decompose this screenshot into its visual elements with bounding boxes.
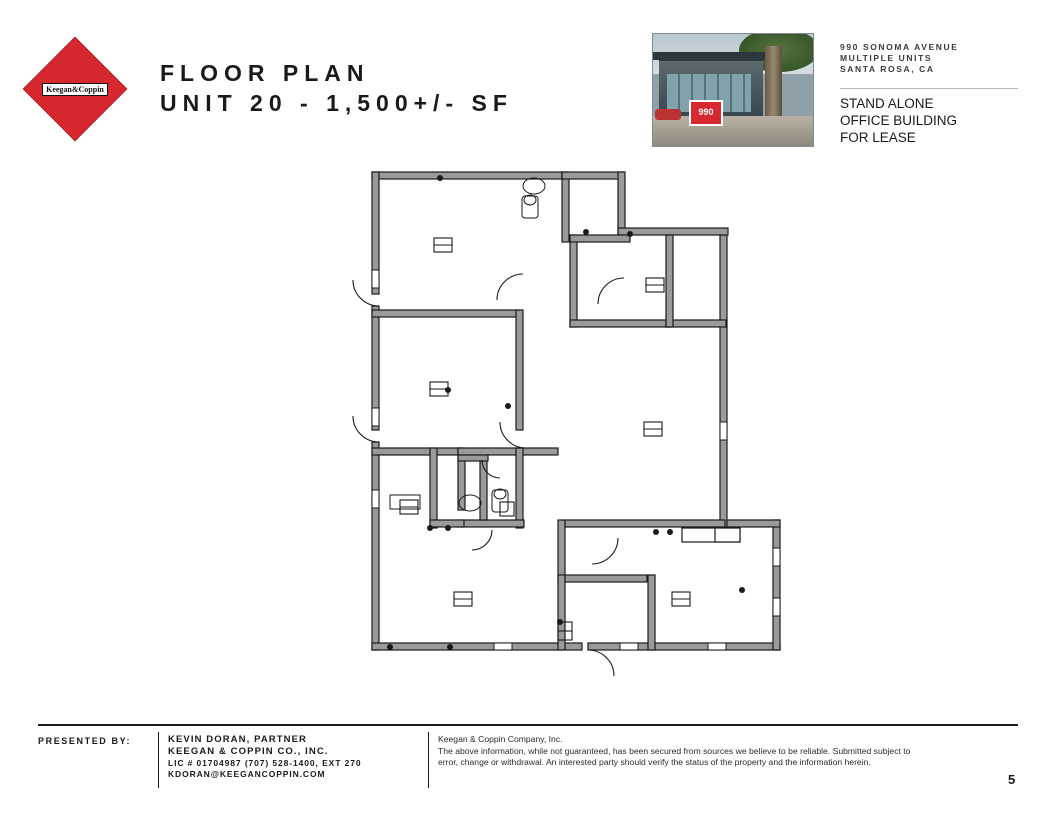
address-line-2: MULTIPLE UNITS bbox=[840, 53, 933, 63]
floor-plan-svg bbox=[330, 160, 800, 700]
disclaimer-line-1: Keegan & Coppin Company, Inc. bbox=[438, 734, 563, 744]
subtitle-line-1: STAND ALONE bbox=[840, 96, 934, 111]
logo-inner bbox=[39, 53, 111, 125]
page-title-line1: FLOOR PLAN bbox=[160, 60, 370, 86]
address-line-3: SANTA ROSA, CA bbox=[840, 64, 935, 74]
agent-info bbox=[168, 734, 428, 780]
footer-divider bbox=[38, 724, 1018, 726]
agent-email[interactable]: KDORAN@KEEGANCOPPIN.COM bbox=[168, 769, 326, 779]
page-title bbox=[160, 58, 513, 118]
disclaimer bbox=[438, 734, 998, 769]
disclaimer-line-3: error, change or withdrawal. An interested party should verify the status of the property and the information herein. bbox=[438, 757, 871, 767]
disclaimer-line-2: The above information, while not guaranteed, has been secured from sources we believe to be reliable. Submitted subject to bbox=[438, 745, 911, 756]
keegan-coppin-logo bbox=[23, 37, 128, 142]
photo-tree-trunk bbox=[765, 46, 782, 124]
sink-icon bbox=[523, 178, 545, 194]
page-title-line2: UNIT 20 - 1,500+/- SF bbox=[160, 90, 513, 116]
address-line-1: 990 SONOMA AVENUE bbox=[840, 42, 959, 52]
floor-plan-door-swings bbox=[353, 274, 624, 676]
logo-text: Keegan&Coppin bbox=[42, 83, 108, 96]
photo-address-sign: 990 bbox=[689, 100, 723, 126]
header-divider bbox=[840, 88, 1018, 89]
agent-company: KEEGAN & COPPIN CO., INC. bbox=[168, 746, 329, 757]
photo-ground bbox=[653, 116, 813, 146]
presented-by-label: PRESENTED BY: bbox=[38, 736, 132, 746]
agent-name: KEVIN DORAN, PARTNER bbox=[168, 734, 307, 745]
floor-plan-drawing bbox=[330, 160, 800, 700]
page-footer bbox=[38, 732, 1018, 792]
property-address bbox=[840, 42, 1040, 75]
subtitle-line-3: FOR LEASE bbox=[840, 130, 916, 145]
photo-car bbox=[655, 109, 681, 120]
page-number: 5 bbox=[1008, 772, 1016, 787]
property-photo bbox=[652, 33, 814, 147]
page-header bbox=[0, 0, 1056, 160]
footer-vertical-rule-2 bbox=[428, 732, 429, 788]
footer-vertical-rule-1 bbox=[158, 732, 159, 788]
floor-plan-walls bbox=[372, 172, 780, 650]
property-subtitle bbox=[840, 95, 1050, 146]
agent-license-phone: LIC # 01704987 (707) 528-1400, EXT 270 bbox=[168, 758, 362, 768]
subtitle-line-2: OFFICE BUILDING bbox=[840, 113, 958, 128]
